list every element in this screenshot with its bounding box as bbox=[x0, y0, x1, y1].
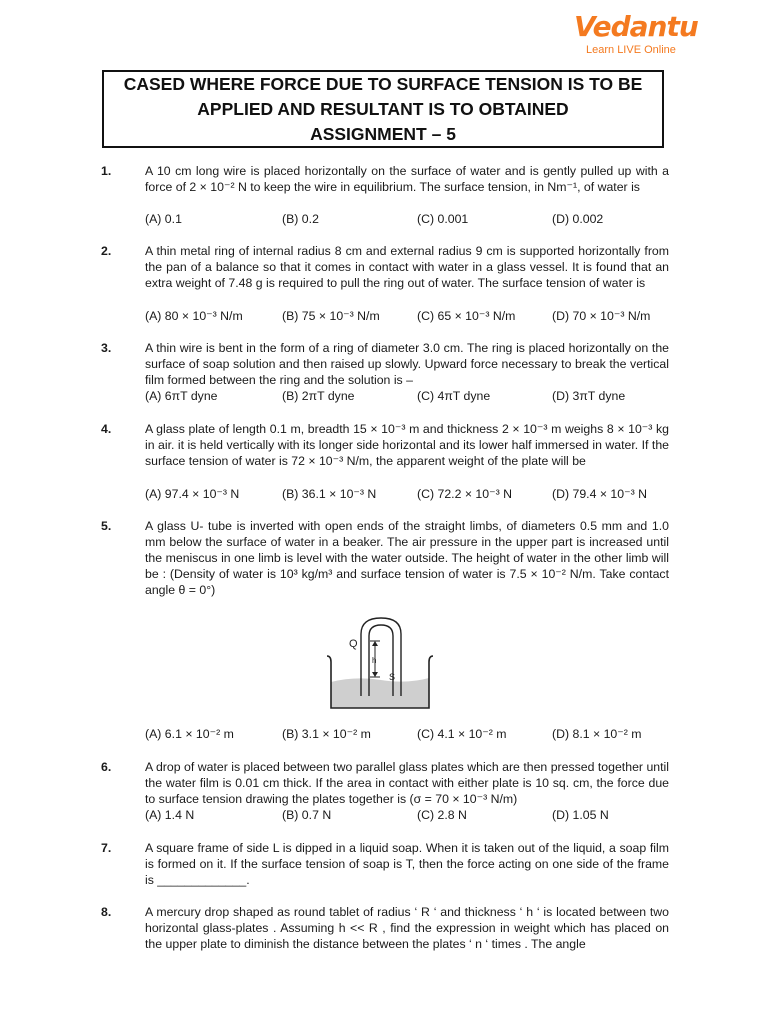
logo-wordmark: Vedantu bbox=[574, 10, 698, 43]
question-text: A thin wire is bent in the form of a ring of diameter 3.0 cm. The ring is placed horizontally on the surface of soap solution and then raised up slowly. Upward force necessary to break the vertical film formed between the ring and the solution is – bbox=[145, 341, 669, 387]
question-number: 3. bbox=[101, 341, 112, 355]
option-d: (D) 0.002 bbox=[552, 212, 604, 226]
option-a: (A) 6.1 × 10⁻² m bbox=[145, 727, 234, 741]
assignment-heading-box bbox=[102, 70, 664, 148]
question-text: A mercury drop shaped as round tablet of radius ‘ R ‘ and thickness ‘ h ‘ is located between two horizontal glass-plates . Assuming h << R , find the expression in weight which has placed on the upper plate to diminish the distance between the plates ‘ n ‘ times . The angle bbox=[145, 905, 669, 951]
question-number: 6. bbox=[101, 760, 112, 774]
option-d: (D) 70 × 10⁻³ N/m bbox=[552, 309, 651, 323]
option-b: (B) 0.7 N bbox=[282, 808, 332, 822]
label-h: h bbox=[372, 656, 377, 665]
option-c: (C) 2.8 N bbox=[417, 808, 467, 822]
question-number: 5. bbox=[101, 519, 112, 533]
option-a: (A) 6πT dyne bbox=[145, 389, 218, 403]
height-arrow-up bbox=[372, 641, 378, 646]
option-c: (C) 0.001 bbox=[417, 212, 469, 226]
options-row bbox=[145, 486, 705, 502]
question-number: 7. bbox=[101, 841, 112, 855]
option-a: (A) 80 × 10⁻³ N/m bbox=[145, 309, 243, 323]
options-row bbox=[145, 211, 705, 227]
options-row bbox=[145, 308, 705, 324]
option-a: (A) 0.1 bbox=[145, 212, 182, 226]
option-c: (C) 4.1 × 10⁻² m bbox=[417, 727, 507, 741]
label-s: S bbox=[389, 672, 396, 682]
option-c: (C) 65 × 10⁻³ N/m bbox=[417, 309, 516, 323]
option-b: (B) 75 × 10⁻³ N/m bbox=[282, 309, 380, 323]
question-text: A glass plate of length 0.1 m, breadth 15 × 10⁻³ m and thickness 2 × 10⁻³ m weighs 8 × 10⁻³ kg in air. it is held vertically with its longer side horizontal and its lower half immersed in water. If the surface tension of water is 72 × 10⁻³ N/m, the apparent weight of the plate will be bbox=[145, 422, 669, 468]
option-b: (B) 36.1 × 10⁻³ N bbox=[282, 487, 377, 501]
question-number: 4. bbox=[101, 422, 112, 436]
heading-line-2: APPLIED AND RESULTANT IS TO OBTAINED bbox=[197, 99, 569, 119]
question-text: A drop of water is placed between two parallel glass plates which are then pressed together until the water film is 0.01 cm thick. If the area in contact with either plate is 10 sq. cm, the force due to surface tension drawing the plates together is (σ = 70 × 10⁻³ N/m) bbox=[145, 760, 669, 806]
heading-line-3: ASSIGNMENT – 5 bbox=[310, 124, 456, 144]
options-row bbox=[145, 388, 705, 404]
question-number: 2. bbox=[101, 244, 112, 258]
logo-tagline: Learn LIVE Online bbox=[586, 44, 676, 56]
height-arrow-down bbox=[372, 672, 378, 677]
option-b: (B) 2πT dyne bbox=[282, 389, 355, 403]
option-a: (A) 97.4 × 10⁻³ N bbox=[145, 487, 240, 501]
option-d: (D) 79.4 × 10⁻³ N bbox=[552, 487, 647, 501]
question-text: A glass U- tube is inverted with open ends of the straight limbs, of diameters 0.5 mm and 1.0 mm below the surface of water in a beaker. The air pressure in the upper part is increased until the meniscus in one limb is level with the water outside. The height of water in the other limb will be : (Density of water is 10³ kg/m³ and surface tension of water is 7.5 × 10⁻² N/m. Take contact angle θ = 0°) bbox=[145, 519, 669, 597]
option-b: (B) 3.1 × 10⁻² m bbox=[282, 727, 371, 741]
water-fill bbox=[331, 678, 429, 708]
u-tube-figure bbox=[325, 612, 437, 712]
option-d: (D) 8.1 × 10⁻² m bbox=[552, 727, 642, 741]
option-d: (D) 1.05 N bbox=[552, 808, 609, 822]
option-b: (B) 0.2 bbox=[282, 212, 319, 226]
option-c: (C) 4πT dyne bbox=[417, 389, 491, 403]
option-d: (D) 3πT dyne bbox=[552, 389, 626, 403]
option-c: (C) 72.2 × 10⁻³ N bbox=[417, 487, 512, 501]
label-q: Q bbox=[349, 638, 358, 650]
option-a: (A) 1.4 N bbox=[145, 808, 195, 822]
options-row bbox=[145, 726, 705, 742]
vedantu-logo bbox=[572, 10, 698, 62]
question-text: A 10 cm long wire is placed horizontally on the surface of water and is gently pulled up with a force of 2 × 10⁻² N to keep the wire in equilibrium. The surface tension, in Nm⁻¹, of water is bbox=[145, 164, 669, 194]
question-number: 8. bbox=[101, 905, 112, 919]
question-number: 1. bbox=[101, 164, 112, 178]
question-text: A square frame of side L is dipped in a liquid soap. When it is taken out of the liquid, a soap film is formed on it. If the surface tension of soap is T, then the force acting on one side of the frame is _____________. bbox=[145, 841, 669, 887]
options-row bbox=[145, 807, 705, 823]
heading-line-1: CASED WHERE FORCE DUE TO SURFACE TENSION IS TO BE bbox=[123, 74, 643, 94]
question-text: A thin metal ring of internal radius 8 cm and external radius 9 cm is supported horizontally from the pan of a balance so that it comes in contact with water in a glass vessel. It is found that an extra weight of 7.48 g is required to pull the ring out of water. The surface tension of water is bbox=[145, 244, 669, 290]
